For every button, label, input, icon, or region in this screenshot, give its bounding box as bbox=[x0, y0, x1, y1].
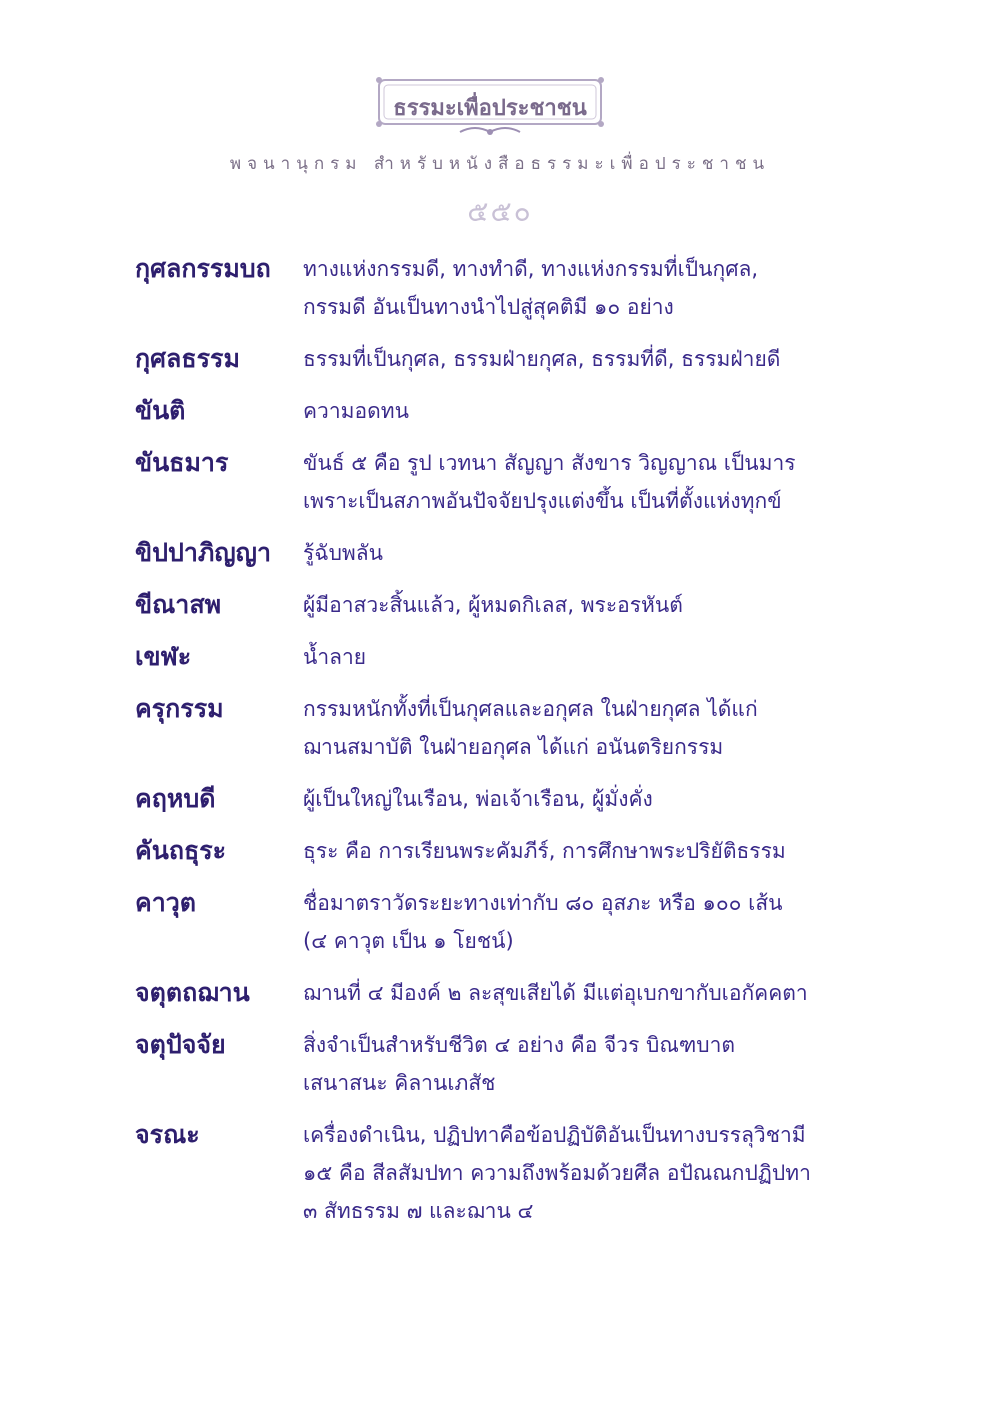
entry-definition bbox=[303, 780, 855, 818]
entry-term: กุศลกรรมบถ bbox=[135, 254, 271, 283]
definition-line: น้ำลาย bbox=[303, 645, 367, 669]
definition-line: ผู้เป็นใหญ่ในเรือน, พ่อเจ้าเรือน, ผู้มั่งคั่ง bbox=[303, 787, 653, 811]
glossary-entry bbox=[135, 832, 855, 870]
entry-definition bbox=[303, 340, 855, 378]
entry-term: จตุปัจจัย bbox=[135, 1030, 226, 1059]
definition-line: ผู้มีอาสวะสิ้นแล้ว, ผู้หมดกิเลส, พระอรหันต์ bbox=[303, 593, 683, 617]
glossary-entry bbox=[135, 534, 855, 572]
entry-definition bbox=[303, 1116, 855, 1230]
entry-term: คันถธุระ bbox=[135, 836, 227, 865]
glossary-list bbox=[135, 250, 855, 1244]
definition-line: เครื่องดำเนิน, ปฏิปทาคือข้อปฏิบัติอันเป็นทางบรรลุวิชามี bbox=[303, 1123, 806, 1147]
entry-definition bbox=[303, 586, 855, 624]
definition-line: ธรรมที่เป็นกุศล, ธรรมฝ่ายกุศล, ธรรมที่ดี, ธรรมฝ่ายดี bbox=[303, 347, 781, 371]
definition-line: (๔ คาวุต เป็น ๑ โยชน์) bbox=[303, 929, 514, 953]
logo bbox=[375, 76, 605, 140]
subtitle: พจนานุกรม สำหรับหนังสือธรรมะเพื่อประชาชน bbox=[229, 154, 771, 174]
entry-definition bbox=[303, 392, 855, 430]
entry-definition bbox=[303, 1026, 855, 1102]
definition-line: เสนาสนะ คิลานเภสัช bbox=[303, 1071, 496, 1095]
definition-line: ธุระ คือ การเรียนพระคัมภีร์, การศึกษาพระปริยัติธรรม bbox=[303, 839, 786, 863]
entry-term: คฤหบดี bbox=[135, 784, 216, 813]
entry-term: เขฬะ bbox=[135, 642, 192, 671]
glossary-entry bbox=[135, 638, 855, 676]
glossary-entry bbox=[135, 392, 855, 430]
entry-term: ขันติ bbox=[135, 396, 186, 425]
glossary-entry bbox=[135, 250, 855, 326]
logo-text: ธรรมะเพื่อประชาชน bbox=[393, 95, 587, 121]
glossary-entry bbox=[135, 444, 855, 520]
entry-term: จตุตถฌาน bbox=[135, 978, 250, 1007]
entry-term: ขีณาสพ bbox=[135, 590, 222, 619]
entry-definition bbox=[303, 444, 855, 520]
entry-term: ขันธมาร bbox=[135, 448, 229, 477]
definition-line: ๑๕ คือ สีลสัมปทา ความถึงพร้อมด้วยศีล อปัณณกปฏิปทา bbox=[303, 1161, 811, 1185]
entry-term: ขิปปาภิญญา bbox=[135, 538, 271, 567]
glossary-entry bbox=[135, 780, 855, 818]
entry-term: กุศลธรรม bbox=[135, 344, 240, 373]
definition-line: กรรมดี อันเป็นทางนำไปสู่สุคติมี ๑๐ อย่าง bbox=[303, 295, 674, 319]
entry-definition bbox=[303, 884, 855, 960]
glossary-entry bbox=[135, 690, 855, 766]
entry-definition bbox=[303, 534, 855, 572]
definition-line: ความอดทน bbox=[303, 399, 409, 423]
definition-line: รู้ฉับพลัน bbox=[303, 541, 383, 565]
entry-definition bbox=[303, 638, 855, 676]
glossary-entry bbox=[135, 884, 855, 960]
glossary-entry bbox=[135, 1026, 855, 1102]
glossary-entry bbox=[135, 974, 855, 1012]
entry-definition bbox=[303, 690, 855, 766]
definition-line: กรรมหนักทั้งที่เป็นกุศลและอกุศล ในฝ่ายกุศล ได้แก่ bbox=[303, 697, 758, 721]
entry-definition bbox=[303, 832, 855, 870]
definition-line: ฌานสมาบัติ ในฝ่ายอกุศล ได้แก่ อนันตริยกรรม bbox=[303, 735, 724, 759]
entry-definition bbox=[303, 974, 855, 1012]
glossary-entry bbox=[135, 1116, 855, 1230]
glossary-entry bbox=[135, 586, 855, 624]
page-number: ๕๕๐ bbox=[467, 195, 533, 228]
definition-line: สิ่งจำเป็นสำหรับชีวิต ๔ อย่าง คือ จีวร บิณฑบาต bbox=[303, 1033, 736, 1057]
definition-line: เพราะเป็นสภาพอันปัจจัยปรุงแต่งขึ้น เป็นที่ตั้งแห่งทุกข์ bbox=[303, 489, 782, 513]
definition-line: ฌานที่ ๔ มีองค์ ๒ ละสุขเสียได้ มีแต่อุเบกขากับเอกัคคตา bbox=[303, 981, 808, 1005]
definition-line: ชื่อมาตราวัดระยะทางเท่ากับ ๘๐ อุสภะ หรือ ๑๐๐ เส้น bbox=[303, 891, 783, 915]
definition-line: ขันธ์ ๕ คือ รูป เวทนา สัญญา สังขาร วิญญาณ เป็นมาร bbox=[303, 451, 796, 475]
definition-line: ทางแห่งกรรมดี, ทางทำดี, ทางแห่งกรรมที่เป็นกุศล, bbox=[303, 257, 759, 281]
glossary-entry bbox=[135, 340, 855, 378]
entry-term: ครุกรรม bbox=[135, 694, 224, 723]
entry-term: คาวุต bbox=[135, 888, 197, 917]
entry-definition bbox=[303, 250, 855, 326]
definition-line: ๓ สัทธรรม ๗ และฌาน ๔ bbox=[303, 1199, 534, 1223]
entry-term: จรณะ bbox=[135, 1120, 200, 1149]
